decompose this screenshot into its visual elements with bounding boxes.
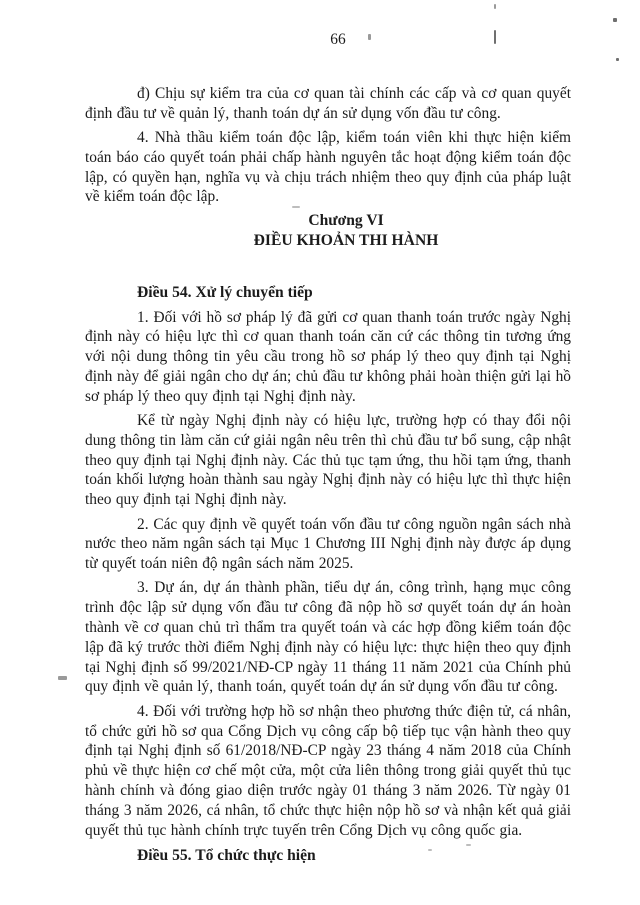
scan-artifact [292, 206, 300, 208]
scan-artifact [58, 676, 67, 680]
chapter-title: ĐIỀU KHOẢN THI HÀNH [253, 231, 439, 249]
paragraph: 2. Các quy định về quyết toán vốn đầu tư công nguồn ngân sách nhà nước theo năm ngân sách tại Mục 1 Chương III Nghị định này được áp dụng từ quyết toán niên độ ngân sách năm 2025. [85, 515, 571, 573]
paragraph: đ) Chịu sự kiểm tra của cơ quan tài chính các cấp và cơ quan quyết định đầu tư về quản lý, thanh toán dự án sử dụng vốn đầu tư công. [85, 85, 571, 122]
scan-artifact [494, 30, 496, 44]
article-54-heading: Điều 54. Xử lý chuyển tiếp [137, 284, 313, 302]
scan-artifact [368, 34, 371, 40]
paragraph: 4. Đối với trường hợp hồ sơ nhận theo phương thức điện tử, cá nhân, tổ chức gửi hồ sơ qua Cổng Dịch vụ công cấp bộ tiếp tục vận hành theo quy định tại Nghị định số 61/2018/NĐ-CP ngày 23 tháng 4 năm 2018 của Chính phủ về thực hiện cơ chế một cửa, một cửa liên thông trong giải quyết thủ tục hành chính và đóng giao diện trước ngày 01 tháng 3 năm 2026. Từ ngày 01 tháng 3 năm 2026, cá nhân, tổ chức thực hiện nộp hồ sơ và nhận kết quả giải quyết thủ tục hành chính trực tuyến trên Cổng Dịch vụ công quốc gia. [85, 702, 571, 839]
scan-artifact [616, 58, 619, 61]
scan-artifact [466, 844, 471, 846]
paragraph: 3. Dự án, dự án thành phần, tiểu dự án, công trình, hạng mục công trình độc lập sử dụng vốn đầu tư công đã nộp hồ sơ quyết toán dự án hoàn thành về cơ quan chủ trì thẩm tra quyết toán và các hợp đồng kiểm toán độc lập đã ký trước thời điểm Nghị định này có hiệu lực: thực hiện theo quy định tại Nghị định số 99/2021/NĐ-CP ngày 11 tháng 11 năm 2021 của Chính phủ quy định về quản lý, thanh toán, quyết toán dự án sử dụng vốn đầu tư công. [85, 579, 571, 696]
chapter-label: Chương VI [308, 212, 384, 230]
page-number: 66 [330, 31, 346, 48]
scan-artifact [428, 849, 432, 851]
scan-artifact [494, 4, 496, 9]
chapter-heading [103, 211, 589, 250]
paragraph: Kể từ ngày Nghị định này có hiệu lực, trường hợp có thay đổi nội dung thông tin làm căn cứ giải ngân nêu trên thì chủ đầu tư bổ sung, cập nhật theo quy định tại Nghị định này. Các thủ tục tạm ứng, thu hồi tạm ứng, thanh toán khối lượng hoàn thành sau ngày Nghị định này có hiệu lực thì thực hiện theo quy định tại Nghị định này. [85, 412, 571, 509]
paragraph: 1. Đối với hồ sơ pháp lý đã gửi cơ quan thanh toán trước ngày Nghị định này có hiệu lực thì cơ quan thanh toán căn cứ các thông tin tương ứng với nội dung thông tin yêu cầu trong hồ sơ pháp lý theo quy định tại Nghị định này để giải ngân cho dự án; chủ đầu tư không phải hoàn thiện gửi lại hồ sơ pháp lý theo quy định tại Nghị định này. [85, 308, 571, 405]
scan-artifact [613, 18, 617, 22]
article-55-heading: Điều 55. Tổ chức thực hiện [137, 847, 316, 865]
paragraph: 4. Nhà thầu kiểm toán độc lập, kiểm toán viên khi thực hiện kiểm toán báo cáo quyết toán phải chấp hành nguyên tắc hoạt động kiểm toán độc lập, có quyền hạn, nghĩa vụ và chịu trách nhiệm theo quy định của pháp luật về kiểm toán độc lập. [85, 129, 571, 206]
page-content [85, 84, 571, 866]
